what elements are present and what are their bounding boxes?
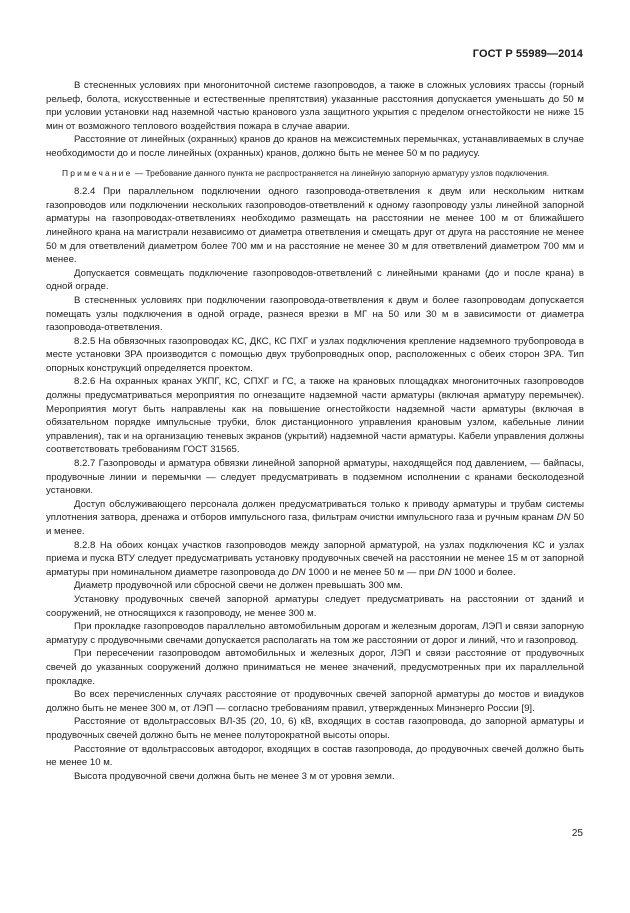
paragraph: При прокладке газопроводов параллельно автомобильным дорогам и железным дорогам, ЛЭП и связи запорную арматуру с продувочными свечами допускается располагать на том же расстоянии от дорог и линий, что и газопровод. (46, 621, 584, 646)
dn-designation: DN (291, 566, 306, 578)
note-text: Требование данного пункта не распространяется на линейную запорную арматуру узлов подключения. (145, 167, 550, 178)
paragraph: Расстояние от линейных (охранных) кранов до кранов на межсистемных перемычках, устанавливаемых в случае необходимости до и после линейных (охранных) кранов, должно быть не менее 50 м по радиусу. (46, 134, 584, 159)
paragraph: В стесненных условиях при подключении газопровода-ответвления к двум и более газопроводам допускается помещать узлы подключения в одной ограде, разнеся врезки в МГ на 50 или 30 м в зависимости от диаметра газопровода-ответвления. (46, 294, 584, 334)
paragraph: Диаметр продувочной или сбросной свечи не должен превышать 300 мм. (74, 580, 403, 592)
document-body (46, 79, 584, 783)
paragraph: Доступ обслуживающего персонала должен предусматриваться только к приводу арматуры и трубам системы уплотнения затвора, дренажа и отборов импульсного газа, фильтрам очистки импульсного газа и ручным кранам DN 50 и менее. (46, 498, 584, 537)
paragraph: Установку продувочных свечей запорной арматуры следует предусматривать на расстоянии от зданий и сооружений, не относящихся к газопроводу, не менее 300 м. (46, 593, 584, 619)
document-code: ГОСТ Р 55989—2014 (472, 48, 583, 60)
note-dash: — (132, 167, 146, 178)
note-label: Примечание (62, 167, 133, 178)
note (46, 167, 584, 180)
paragraph: 8.2.6 На охранных кранах УКПГ, КС, СПХГ и ГС, а также на крановых площадках многониточных газопроводов должны предусматриваться мероприятия по огнезащите надземной части арматуры (включая арматуру перемычек). Мероприятия могут быть направлены как на повышение огнестойкости надземной части арматуры (включая в обязательном порядке импульсные трубки, блок дистанционного управления крановым узлом, кабельные линии управления), так и на организацию теневых экранов (укрытий) надземной части арматуры. Кабели управления должны соответствовать требованиям ГОСТ 31565. (46, 376, 584, 456)
paragraph: В стесненных условиях при многониточной системе газопроводов, а также в сложных условиях трассы (горный рельеф, болота, искусственные и естественные препятствия) указанные расстояния допускается уменьшать до 50 м при условии установки над наземной частью кранового узла защитного укрытия с пределом огнестойкости не ниже 15 мин от возможного теплового воздействия пожара в случае аварии. (46, 80, 584, 132)
paragraph: Высота продувочной свечи должна быть не менее 3 м от уровня земли. (74, 770, 395, 782)
paragraph: 8.2.5 На обвязочных газопроводах КС, ДКС, КС ПХГ и узлах подключения крепление надземного трубопровода в месте установки ЗРА производится с помощью двух трубопроводных опор, расположенных с обеих сторон ЗРА. Тип опорных конструкций определяется проектом. (46, 335, 584, 374)
dn-designation: DN (437, 566, 452, 578)
page-number: 25 (571, 828, 583, 839)
paragraph: При пересечении газопроводом автомобильных и железных дорог, ЛЭП и связи расстояние от продувочных свечей до указанных сооружений должно приниматься не менее значений, предусмотренных при их параллельной прокладке. (46, 648, 584, 687)
paragraph: Допускается совмещать подключение газопроводов-ответвлений с линейными кранами (до и после крана) в одной ограде. (46, 267, 584, 293)
paragraph: 8.2.7 Газопроводы и арматура обвязки линейной запорной арматуры, находящейся под давлением, — байпасы, продувочные линии и перемычки — следует предусматривать в подземном исполнении с кранами бесколодезной установки. (46, 458, 584, 497)
paragraph: Расстояние от вдольтрассовых ВЛ-35 (20, 10, 6) кВ, входящих в состав газопровода, до запорной арматуры и продувочных свечей должно быть не менее полуторократной высоты опоры. (46, 716, 584, 741)
paragraph: Расстояние от вдольтрассовых автодорог, входящих в состав газопровода, до продувочных свечей должно быть не менее 10 м. (46, 743, 584, 769)
paragraph: 8.2.4 При параллельном подключении одного газопровода-ответвления к двум или нескольким ниткам газопроводов или подключении нескольких газопроводов-ответвлений к одному газопроводу узлы линейной запорной арматуры на газопроводах-ответвлениях необходимо размещать на расстоянии не менее 100 м от ближайшего линейного крана на магистрали независимо от диаметра ответвления и смещать друг от друга на расстояние не менее 50 м для ответвлений диаметром более 700 мм и на расстояние не менее 30 м для ответвлений диаметром 700 мм и менее. (46, 186, 584, 266)
paragraph: Во всех перечисленных случаях расстояние от продувочных свечей запорной арматуры до мостов и виадуков должно быть не менее 300 м, от ЛЭП — согласно требованиям правил, утвержденных Минэнерго России [9]. (46, 689, 584, 714)
paragraph: 8.2.8 На обоих концах участков газопроводов между запорной арматурой, на узлах подключения КС и узлах приема и пуска ВТУ следует предусматривать установку продувочных свечей на расстоянии не менее 15 м от запорной арматуры при номинальном диаметре газопровода до DN 1000 и не менее 50 м — при DN 1000 и более. (46, 539, 584, 578)
dn-designation: DN (556, 512, 571, 524)
